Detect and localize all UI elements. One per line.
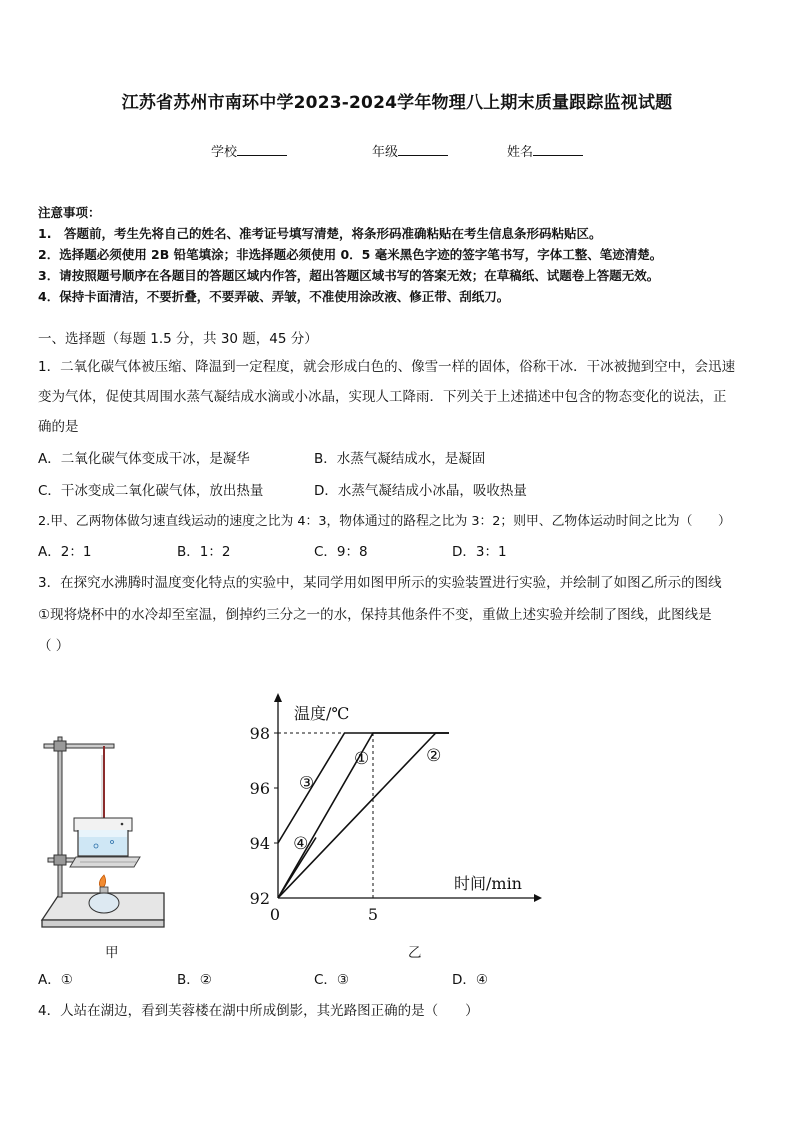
- school-blank: [237, 143, 287, 156]
- series-label-1: ①: [353, 748, 370, 769]
- y-tick-label: 98: [249, 724, 270, 743]
- page-title: 江苏省苏州市南环中学2023-2024学年物理八上期末质量跟踪监视试题: [121, 93, 673, 113]
- chart-labels: [250, 704, 522, 924]
- y-tick-label: 92: [249, 889, 270, 908]
- temperature-time-chart: [242, 690, 547, 935]
- q2-text: 2.甲、乙两物体做匀速直线运动的速度之比为 4：3，物体通过的路程之比为 3：2；则甲、乙物体运动时间之比为（ ）: [38, 514, 731, 529]
- school-field: [211, 141, 287, 160]
- q1-line: 确的是: [38, 419, 79, 435]
- apparatus-illustration: [38, 715, 168, 937]
- name-label: 姓名: [507, 145, 534, 160]
- note-item: 2．选择题必须使用 2B 铅笔填涂；非选择题必须使用 0．5 毫米黑色字迹的签字笔书写，字体工整、笔迹清楚。: [38, 247, 663, 262]
- series-label-2: ②: [426, 746, 442, 766]
- series-label-3: ③: [298, 773, 315, 794]
- grade-label: 年级: [372, 145, 399, 160]
- y-axis-arrow: [274, 693, 282, 702]
- y-tick-label: 96: [249, 779, 270, 798]
- q1-line: 1．二氧化碳气体被压缩、降温到一定程度，就会形成白色的、像雪一样的固体，俗称干冰．干冰被抛到空中，会迅速: [38, 359, 736, 375]
- note-item: 4．保持卡面清洁，不要折叠，不要弄破、弄皱，不准使用涂改液、修正带、刮纸刀。: [38, 289, 510, 304]
- q3-option-c: C．③: [314, 972, 350, 988]
- section-heading: 一、选择题（每题 1.5 分，共 30 题，45 分）: [38, 331, 318, 347]
- q3-line: （ ）: [38, 638, 70, 654]
- q3-line: ①现将烧杯中的水冷却至室温，倒掉约三分之一的水，保持其他条件不变，重做上述实验并绘制了图线，此图线是: [38, 607, 712, 623]
- q2-option-c: C．9：8: [314, 544, 368, 560]
- x-tick-label: 0: [269, 905, 281, 924]
- q4-text: 4．人站在湖边，看到芙蓉楼在湖中所成倒影，其光路图正确的是（ ）: [38, 1003, 479, 1019]
- fig-a-label: 甲: [105, 945, 119, 961]
- q1-option-a: A．二氧化碳气体变成干冰，是凝华: [38, 451, 250, 467]
- grade-field: [372, 141, 448, 160]
- series-label-4: ④: [293, 834, 309, 854]
- name-field: [507, 141, 583, 160]
- q1-option-d: D．水蒸气凝结成小冰晶，吸收热量: [314, 483, 527, 499]
- q3-option-a: A．①: [38, 972, 73, 988]
- notes-heading: 注意事项：: [38, 205, 101, 220]
- q2-option-b: B．1：2: [177, 544, 231, 560]
- name-blank: [533, 143, 583, 156]
- q2-option-a: A．2：1: [38, 544, 92, 560]
- school-label: 学校: [211, 145, 238, 160]
- q3-option-b: B．②: [177, 972, 212, 988]
- x-axis-title: 时间/min: [454, 874, 522, 893]
- q1-option-b: B．水蒸气凝结成水，是凝固: [314, 451, 486, 467]
- note-item: 1. 答题前，考生先将自己的姓名、准考证号填写清楚，将条形码准确粘贴在考生信息条形码粘贴区。: [38, 226, 602, 241]
- y-axis-title: 温度/℃: [294, 704, 350, 723]
- q1-option-c: C．干冰变成二氧化碳气体，放出热量: [38, 483, 264, 499]
- chart-axes: [274, 693, 542, 902]
- q3-line: 3．在探究水沸腾时温度变化特点的实验中，某同学用如图甲所示的实验装置进行实验，并绘制了如图乙所示的图线: [38, 575, 722, 591]
- note-item: 3．请按照题号顺序在各题目的答题区域内作答，超出答题区域书写的答案无效；在草稿纸、试题卷上答题无效。: [38, 268, 660, 283]
- q3-option-d: D．④: [452, 972, 488, 988]
- x-tick-label: 5: [367, 905, 379, 924]
- q1-line: 变为气体，促使其周围水蒸气凝结成水滴或小冰晶，实现人工降雨．下列关于上述描述中包含的物态变化的说法，正: [38, 389, 727, 405]
- fig-b-label: 乙: [408, 945, 422, 961]
- q2-option-d: D．3：1: [452, 544, 507, 560]
- y-tick-label: 94: [249, 834, 270, 853]
- x-axis-arrow: [534, 894, 542, 902]
- grade-blank: [398, 143, 448, 156]
